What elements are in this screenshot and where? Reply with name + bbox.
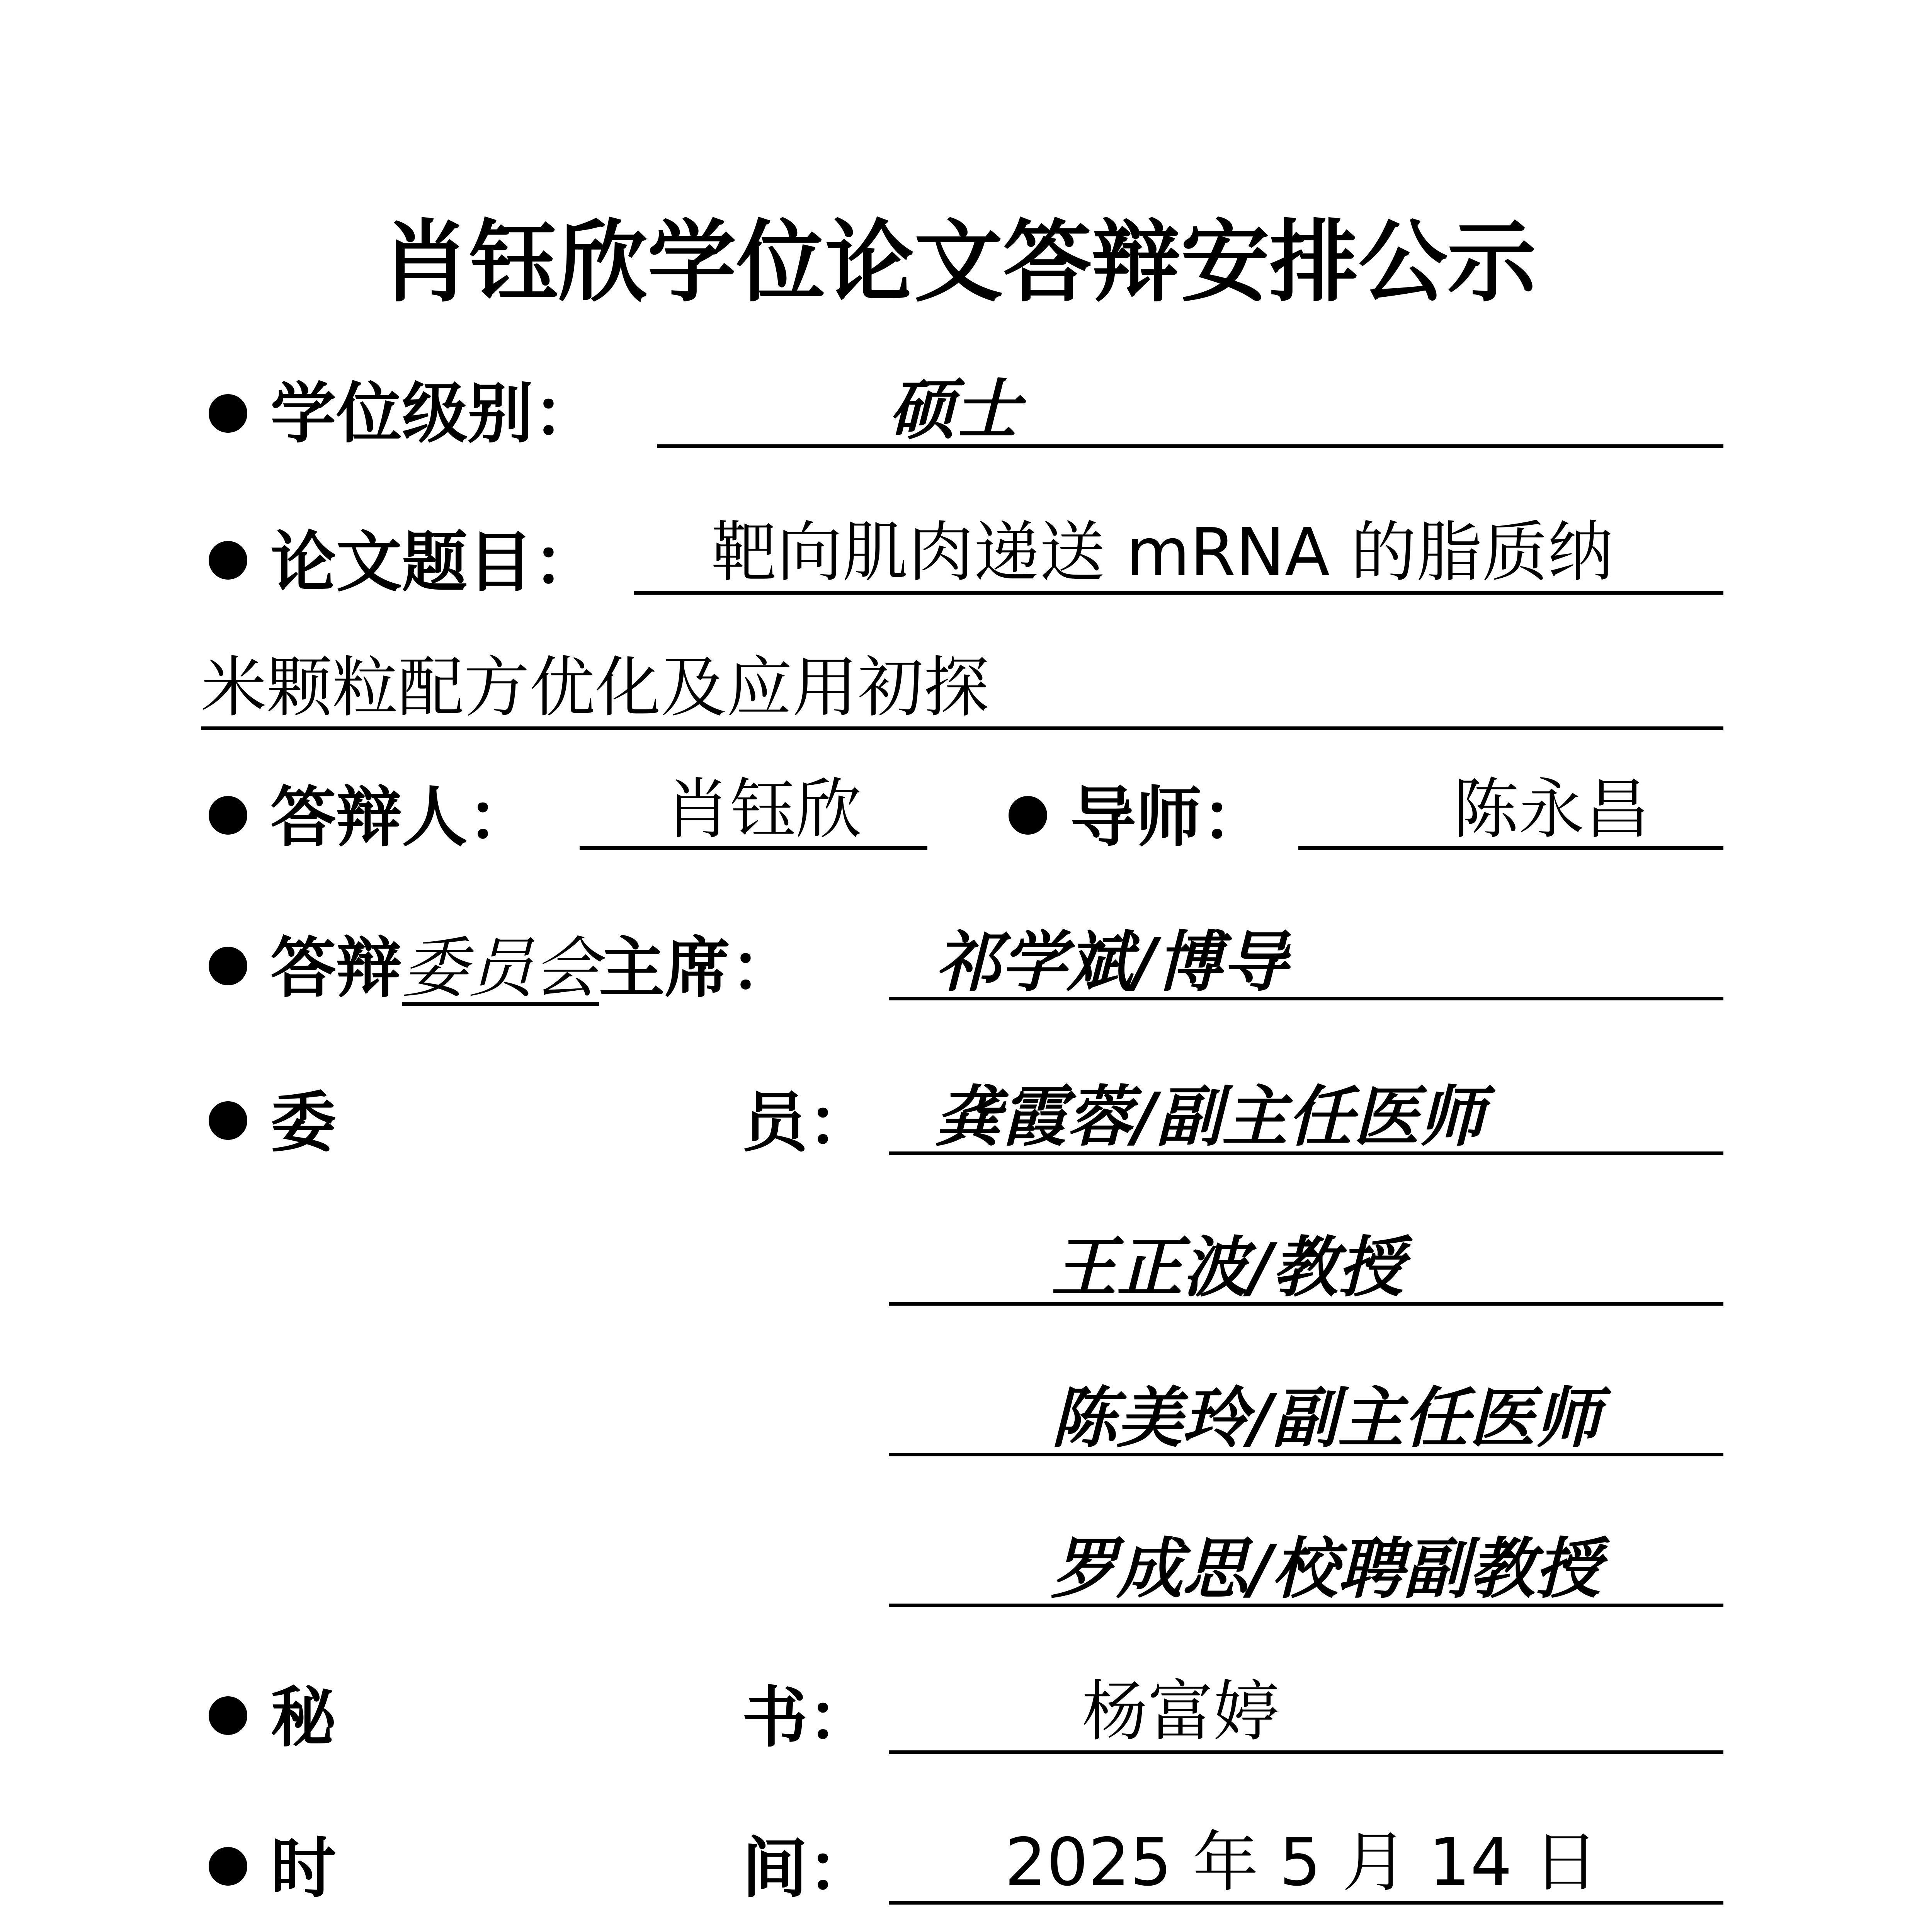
member-item-4: 罗成思/校聘副教授 [1051,1530,1601,1607]
advisor-label: 导师： [1070,779,1268,856]
degree-value: 硕士 [889,371,1021,448]
time-label-b: 间： [742,1830,874,1907]
bullet-icon [209,541,247,580]
thesis-title-line1: 靶向肌肉递送 mRNA 的脂质纳 [711,514,1614,591]
time-label-a: 时 [270,1830,337,1907]
member-item-3: 陈美玲/副主任医师 [1051,1379,1601,1457]
defender-value: 肖钰欣 [665,771,862,848]
secretary-label-a: 秘 [270,1679,337,1756]
bullet-icon [209,1101,247,1140]
time-value: 2025 年 5 月 14 日 [1005,1824,1599,1901]
members-label-b: 员： [742,1084,874,1161]
bullet-icon [1009,796,1047,835]
bullet-icon [209,947,247,985]
members-label-a: 委 [270,1084,337,1161]
secretary-underline [889,1750,1723,1754]
member-item-1: 龚霞蓉/副主任医师 [935,1078,1485,1155]
chair-value: 祁学斌/博导 [935,923,1288,1001]
thesis-title-line2: 米颗粒配方优化及应用初探 [201,650,990,726]
degree-underline [657,444,1723,448]
chair-label-a: 答辩 [270,929,402,1007]
member-item-2: 王正波/教授 [1051,1229,1404,1306]
chair-label [270,925,796,1011]
page-title: 肖钰欣学位论文答辩安排公示 [381,211,1536,314]
bullet-icon [209,1847,247,1886]
bullet-icon [209,394,247,433]
bullet-icon [209,796,247,835]
bullet-icon [209,1696,247,1735]
defender-label: 答辩人： [270,779,534,856]
degree-label: 学位级别： [270,375,599,452]
thesis-label: 论文题目： [270,524,599,601]
chair-label-b: 委员会 [402,930,599,1007]
advisor-value: 陈永昌 [1453,771,1650,848]
chair-label-c: 主席： [599,929,796,1007]
secretary-value: 杨富婷 [1082,1673,1279,1750]
secretary-label-b: 书： [742,1679,874,1756]
